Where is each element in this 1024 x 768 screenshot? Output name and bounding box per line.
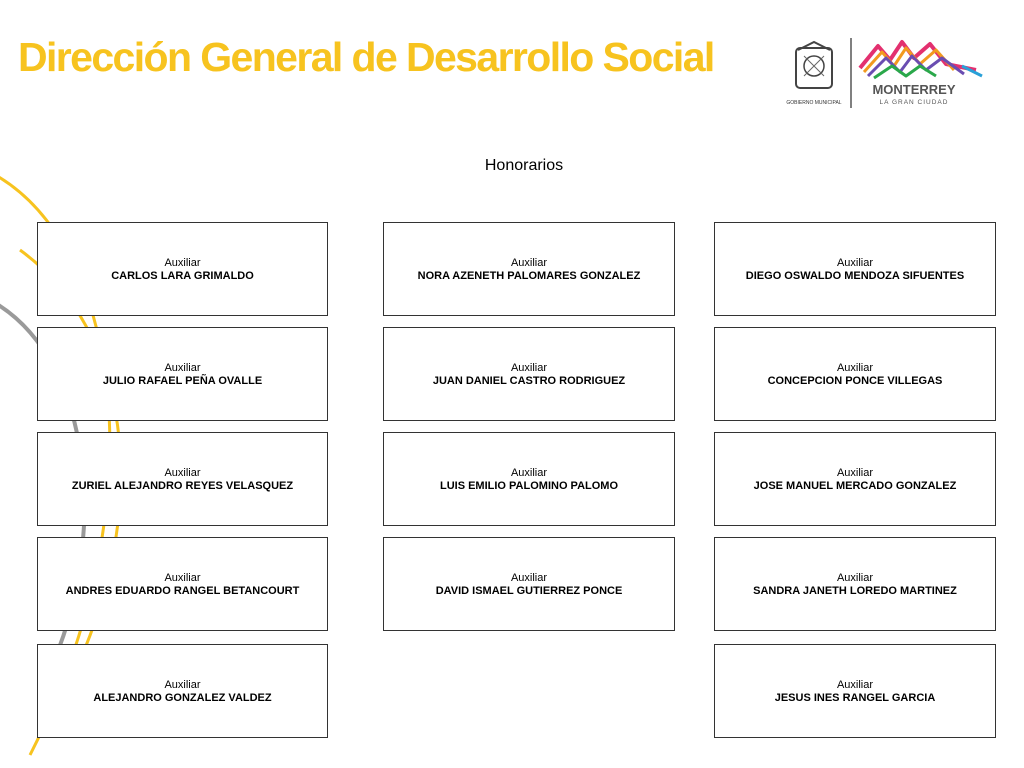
staff-role: Auxiliar bbox=[836, 362, 874, 374]
staff-role: Auxiliar bbox=[164, 679, 201, 691]
staff-card bbox=[37, 432, 328, 526]
staff-role: Auxiliar bbox=[510, 467, 548, 479]
staff-role: Auxiliar bbox=[836, 679, 874, 691]
staff-name: SANDRA JANETH LOREDO MARTINEZ bbox=[753, 585, 957, 597]
staff-role: Auxiliar bbox=[510, 257, 548, 269]
staff-role: Auxiliar bbox=[836, 467, 874, 479]
coat-of-arms-icon bbox=[786, 42, 841, 106]
staff-role: Auxiliar bbox=[164, 362, 201, 374]
section-label: Honorarios bbox=[484, 157, 564, 174]
staff-card bbox=[37, 537, 328, 631]
monterrey-logos bbox=[786, 36, 986, 110]
monterrey-mountain-icon bbox=[860, 42, 982, 78]
staff-role: Auxiliar bbox=[164, 572, 201, 584]
staff-name: JOSE MANUEL MERCADO GONZALEZ bbox=[753, 480, 957, 492]
staff-card bbox=[383, 537, 675, 631]
staff-name: ZURIEL ALEJANDRO REYES VELASQUEZ bbox=[71, 480, 294, 492]
staff-card bbox=[37, 644, 328, 738]
staff-name: CARLOS LARA GRIMALDO bbox=[111, 270, 254, 282]
staff-role: Auxiliar bbox=[164, 257, 201, 269]
seal-caption: GOBIERNO MUNICIPAL bbox=[786, 100, 842, 106]
staff-name: NORA AZENETH PALOMARES GONZALEZ bbox=[417, 270, 641, 282]
staff-card bbox=[383, 327, 675, 421]
staff-card bbox=[714, 537, 996, 631]
staff-name: DIEGO OSWALDO MENDOZA SIFUENTES bbox=[745, 270, 965, 282]
logo-area bbox=[786, 36, 986, 110]
staff-role: Auxiliar bbox=[510, 572, 548, 584]
staff-role: Auxiliar bbox=[164, 467, 201, 479]
staff-name: DAVID ISMAEL GUTIERREZ PONCE bbox=[435, 585, 623, 597]
staff-name: ALEJANDRO GONZALEZ VALDEZ bbox=[93, 692, 272, 704]
staff-name: ANDRES EDUARDO RANGEL BETANCOURT bbox=[65, 585, 300, 597]
staff-card bbox=[714, 222, 996, 316]
staff-card bbox=[714, 644, 996, 738]
staff-name: JULIO RAFAEL PEÑA OVALLE bbox=[102, 375, 263, 387]
staff-name: JUAN DANIEL CASTRO RODRIGUEZ bbox=[432, 375, 626, 387]
brand-tagline: LA GRAN CIUDAD bbox=[879, 99, 949, 106]
staff-card bbox=[714, 327, 996, 421]
staff-role: Auxiliar bbox=[836, 572, 874, 584]
staff-role: Auxiliar bbox=[836, 257, 874, 269]
staff-card bbox=[383, 432, 675, 526]
page-title: Dirección General de Desarrollo Social bbox=[18, 34, 714, 80]
brand-text: MONTERREY bbox=[872, 82, 956, 97]
staff-card bbox=[714, 432, 996, 526]
staff-name: LUIS EMILIO PALOMINO PALOMO bbox=[439, 480, 619, 492]
staff-name: CONCEPCION PONCE VILLEGAS bbox=[767, 375, 943, 387]
staff-card bbox=[37, 222, 328, 316]
staff-name: JESUS INES RANGEL GARCIA bbox=[774, 692, 936, 704]
staff-role: Auxiliar bbox=[510, 362, 548, 374]
staff-card bbox=[37, 327, 328, 421]
staff-card bbox=[383, 222, 675, 316]
